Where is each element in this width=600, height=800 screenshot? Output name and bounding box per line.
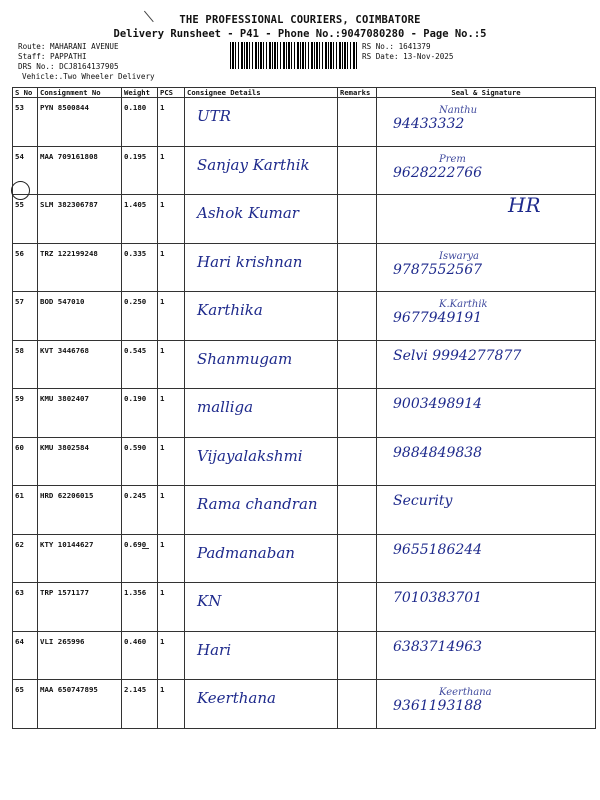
table-row xyxy=(13,486,596,535)
consignee-cell xyxy=(185,486,338,535)
col-pcs: PCS xyxy=(158,88,185,98)
consignee-name: Karthika xyxy=(197,301,263,319)
remarks-cell xyxy=(338,631,377,680)
consignee-name: Rama chandran xyxy=(197,495,318,513)
consignee-cell xyxy=(185,631,338,680)
remarks-cell xyxy=(338,195,377,244)
consignee-cell xyxy=(185,583,338,632)
remarks-cell xyxy=(338,389,377,438)
signature-cell xyxy=(377,195,596,244)
consignee-cell xyxy=(185,292,338,341)
remarks-cell xyxy=(338,437,377,486)
pcs-value: 1 xyxy=(158,389,185,438)
weight-value: 1.356 xyxy=(122,583,158,632)
remarks-cell xyxy=(338,534,377,583)
pcs-value: 1 xyxy=(158,680,185,729)
signature-phone: 9361193188 xyxy=(393,698,483,714)
weight-value: 0.180 xyxy=(122,98,158,147)
consignee-name: UTR xyxy=(197,107,231,125)
col-signature: Seal & Signature xyxy=(377,88,596,98)
signature-phone: 9787552567 xyxy=(393,261,483,278)
weight-value: 0.545 xyxy=(122,340,158,389)
document-title: THE PROFESSIONAL COURIERS, COIMBATORE xyxy=(179,14,421,26)
pcs-value: 1 xyxy=(158,146,185,195)
vehicle-label: Vehicle:.Two Wheeler Delivery xyxy=(22,72,155,81)
signature-cell xyxy=(377,437,596,486)
weight-value: 0.250 xyxy=(122,292,158,341)
row-sno: 61 xyxy=(13,486,38,535)
weight-value: 0.460 xyxy=(122,631,158,680)
table-row xyxy=(13,340,596,389)
consignee-cell xyxy=(185,98,338,147)
consignment-number: KVT 3446768 xyxy=(38,340,122,389)
table-row xyxy=(13,583,596,632)
consignee-name: Sanjay Karthik xyxy=(197,155,310,174)
signature-phone: 9655186244 xyxy=(393,541,483,558)
consignment-number: HRD 62206015 xyxy=(38,486,122,535)
remarks-cell xyxy=(338,146,377,195)
remarks-cell xyxy=(338,243,377,292)
row-sno: 55 xyxy=(13,195,38,244)
pcs-value: 1 xyxy=(158,292,185,341)
consignment-number: KMU 3802407 xyxy=(38,389,122,438)
table-row xyxy=(13,389,596,438)
signature-cell xyxy=(377,292,596,341)
row-sno: 65 xyxy=(13,680,38,729)
table-row xyxy=(13,437,596,486)
signature-phone: 9003498914 xyxy=(393,396,483,412)
signature-name: Nanthu xyxy=(439,105,478,116)
consignee-name: Keerthana xyxy=(197,689,276,707)
table-row xyxy=(13,534,596,583)
consignee-cell xyxy=(185,146,338,195)
barcode xyxy=(230,42,358,69)
signature-cell xyxy=(377,146,596,195)
circled-row-mark xyxy=(11,181,30,200)
route-label: Route: MAHARANI AVENUE xyxy=(18,42,119,51)
signature-name: K.Karthik xyxy=(439,299,488,310)
signature-cell xyxy=(377,389,596,438)
table-row xyxy=(13,680,596,729)
signature-name: Prem xyxy=(439,153,466,165)
pcs-value: 1 xyxy=(158,243,185,292)
table-row xyxy=(13,243,596,292)
consignee-name: Vijayalakshmi xyxy=(197,446,303,465)
weight-value: 2.145 xyxy=(122,680,158,729)
signature-phone: Security xyxy=(393,493,453,509)
row-sno: 57 xyxy=(13,292,38,341)
signature-cell xyxy=(377,631,596,680)
signature-cell xyxy=(377,340,596,389)
signature-phone: 9628222766 xyxy=(393,164,483,181)
consignment-number: MAA 709161808 xyxy=(38,146,122,195)
consignment-number: SLM 382306787 xyxy=(38,195,122,244)
signature-phone: 9677949191 xyxy=(393,310,483,326)
pcs-value: 1 xyxy=(158,340,185,389)
runsheet-subtitle: Delivery Runsheet - P41 - Phone No.:9047080280 - Page No.:5 xyxy=(113,28,487,40)
row-sno: 60 xyxy=(13,437,38,486)
row-sno: 56 xyxy=(13,243,38,292)
consignee-cell xyxy=(185,534,338,583)
pcs-value: 1 xyxy=(158,98,185,147)
consignee-name: Ashok Kumar xyxy=(197,204,299,222)
rs-date: RS Date: 13-Nov-2025 xyxy=(362,52,454,61)
consignment-number: KTY 10144627 xyxy=(38,534,122,583)
pcs-value: 1 xyxy=(158,437,185,486)
signature-phone: 9884849838 xyxy=(393,444,483,461)
row-sno: 58 xyxy=(13,340,38,389)
remarks-cell xyxy=(338,583,377,632)
weight-value: 0.190 xyxy=(122,389,158,438)
consignee-cell xyxy=(185,437,338,486)
col-consignment: Consignment No xyxy=(38,88,122,98)
consignee-name: Shanmugam xyxy=(197,349,293,368)
pcs-value: 1 xyxy=(158,534,185,583)
remarks-cell xyxy=(338,98,377,147)
consignment-number: TRP 1571177 xyxy=(38,583,122,632)
rs-number: RS No.: 1641379 xyxy=(362,42,431,51)
table-header xyxy=(13,88,596,98)
pen-mark-dash xyxy=(142,548,149,549)
weight-value: 0.245 xyxy=(122,486,158,535)
signature-cell xyxy=(377,583,596,632)
consignee-cell xyxy=(185,243,338,292)
remarks-cell xyxy=(338,680,377,729)
weight-value: 0.590 xyxy=(122,437,158,486)
consignee-name: malliga xyxy=(197,398,254,416)
col-consignee: Consignee Details xyxy=(185,88,338,98)
route-info xyxy=(18,42,155,82)
weight-value: 0.195 xyxy=(122,146,158,195)
weight-value: 1.405 xyxy=(122,195,158,244)
remarks-cell xyxy=(338,486,377,535)
row-sno: 54 xyxy=(13,146,38,195)
consignment-number: MAA 650747895 xyxy=(38,680,122,729)
consignment-number: TRZ 122199248 xyxy=(38,243,122,292)
row-sno: 62 xyxy=(13,534,38,583)
weight-value: 0.335 xyxy=(122,243,158,292)
remarks-cell xyxy=(338,340,377,389)
signature-name: Keerthana xyxy=(439,687,492,698)
signature-phone: Selvi 9994277877 xyxy=(393,347,522,364)
signature-cell xyxy=(377,486,596,535)
col-sno: S No xyxy=(13,88,38,98)
signature-phone: 6383714963 xyxy=(393,638,483,655)
consignee-cell xyxy=(185,340,338,389)
pcs-value: 1 xyxy=(158,583,185,632)
row-sno: 59 xyxy=(13,389,38,438)
consignment-number: KMU 3802584 xyxy=(38,437,122,486)
signature-cell xyxy=(377,98,596,147)
rs-info xyxy=(362,42,453,62)
consignee-name: Hari krishnan xyxy=(197,252,303,271)
consignment-number: BOD 547010 xyxy=(38,292,122,341)
table-row xyxy=(13,98,596,147)
col-remarks: Remarks xyxy=(338,88,377,98)
col-weight: Weight xyxy=(122,88,158,98)
row-sno: 63 xyxy=(13,583,38,632)
table-row xyxy=(13,631,596,680)
weight-value: 0.690 xyxy=(122,534,158,583)
pcs-value: 1 xyxy=(158,486,185,535)
consignee-name: Hari xyxy=(197,640,231,659)
row-sno: 53 xyxy=(13,98,38,147)
drs-label: DRS No.: DCJ8164137905 xyxy=(18,62,119,71)
signature-phone xyxy=(379,202,393,218)
signature-name: Iswarya xyxy=(439,250,479,262)
consignee-cell xyxy=(185,389,338,438)
consignee-cell xyxy=(185,195,338,244)
consignment-number: PYN 8500844 xyxy=(38,98,122,147)
signature-cell xyxy=(377,534,596,583)
signature-phone: 7010383701 xyxy=(393,590,483,606)
consignment-number: VLI 265996 xyxy=(38,631,122,680)
signature-phone: 94433332 xyxy=(393,116,465,132)
pcs-value: 1 xyxy=(158,195,185,244)
handwritten-initials: HR xyxy=(508,193,541,217)
row-sno: 64 xyxy=(13,631,38,680)
table-row xyxy=(13,292,596,341)
consignee-cell xyxy=(185,680,338,729)
pcs-value: 1 xyxy=(158,631,185,680)
signature-cell xyxy=(377,680,596,729)
consignee-name: Padmanaban xyxy=(197,543,295,562)
signature-cell xyxy=(377,243,596,292)
runsheet-table xyxy=(12,87,596,729)
staff-label: Staff: PAPPATHI xyxy=(18,52,87,61)
remarks-cell xyxy=(338,292,377,341)
table-row xyxy=(13,146,596,195)
consignee-name: KN xyxy=(197,592,222,610)
